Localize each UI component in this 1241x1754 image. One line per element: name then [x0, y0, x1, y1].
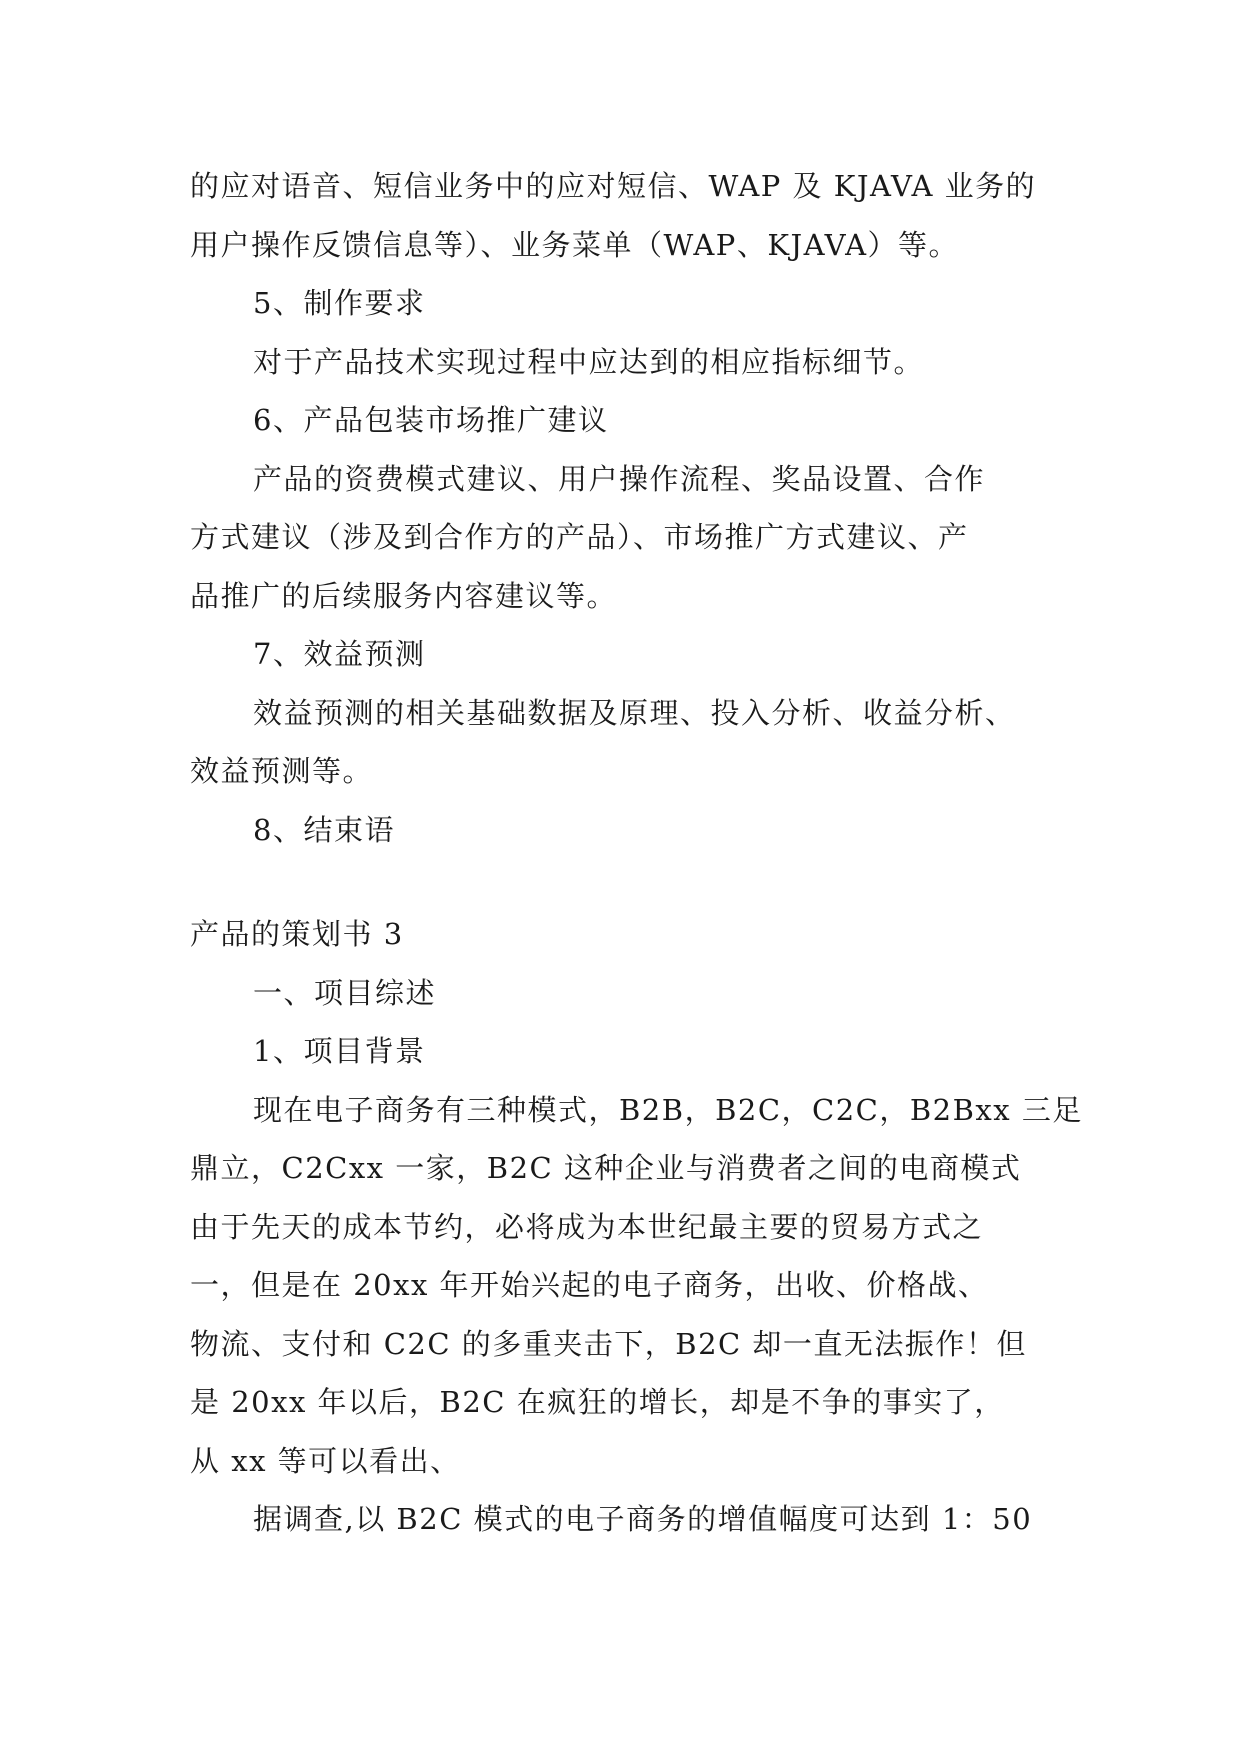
document-title: 产品的策划书 3	[190, 917, 404, 951]
paragraph-line: 物流、支付和 C2C 的多重夹击下，B2C 却一直无法振作！但	[190, 1326, 1027, 1361]
paragraph-line: 效益预测的相关基础数据及原理、投入分析、收益分析、	[253, 695, 1016, 730]
paragraph-line: 用户操作反馈信息等）、业务菜单（WAP、KJAVA）等。	[190, 227, 960, 262]
section-heading-5: 5、制作要求	[253, 286, 426, 320]
paragraph-line: 对于产品技术实现过程中应达到的相应指标细节。	[253, 344, 925, 379]
section-heading-1: 1、项目背景	[253, 1034, 426, 1068]
paragraph-line: 品推广的后续服务内容建议等。	[190, 578, 618, 613]
section-heading-7: 7、效益预测	[253, 637, 426, 671]
section-heading-one: 一、项目综述	[253, 975, 437, 1010]
paragraph-line: 由于先天的成本节约，必将成为本世纪最主要的贸易方式之	[190, 1209, 984, 1244]
paragraph-line: 从 xx 等可以看出、	[190, 1443, 461, 1478]
section-heading-6: 6、产品包装市场推广建议	[253, 403, 609, 437]
paragraph-line: 鼎立，C2Cxx 一家，B2C 这种企业与消费者之间的电商模式	[190, 1151, 1022, 1185]
paragraph-line: 效益预测等。	[190, 754, 374, 788]
paragraph-line: 一，但是在 20xx 年开始兴起的电子商务，出收、价格战、	[190, 1268, 989, 1302]
section-heading-8: 8、结束语	[253, 812, 395, 847]
paragraph-line: 是 20xx 年以后，B2C 在疯狂的增长，却是不争的事实了，	[190, 1385, 1005, 1419]
section-spacer	[190, 859, 1060, 905]
paragraph-line: 产品的资费模式建议、用户操作流程、奖品设置、合作	[253, 461, 986, 496]
paragraph-line: 的应对语音、短信业务中的应对短信、WAP 及 KJAVA 业务的	[190, 169, 1037, 203]
paragraph-line: 据调查,以 B2C 模式的电子商务的增值幅度可达到 1：50	[253, 1502, 1033, 1536]
document-body	[190, 157, 1083, 1549]
paragraph-line: 现在电子商务有三种模式，B2B，B2C，C2C，B2Bxx 三足	[253, 1092, 1083, 1127]
paragraph-line: 方式建议（涉及到合作方的产品）、市场推广方式建议、产	[190, 520, 969, 554]
